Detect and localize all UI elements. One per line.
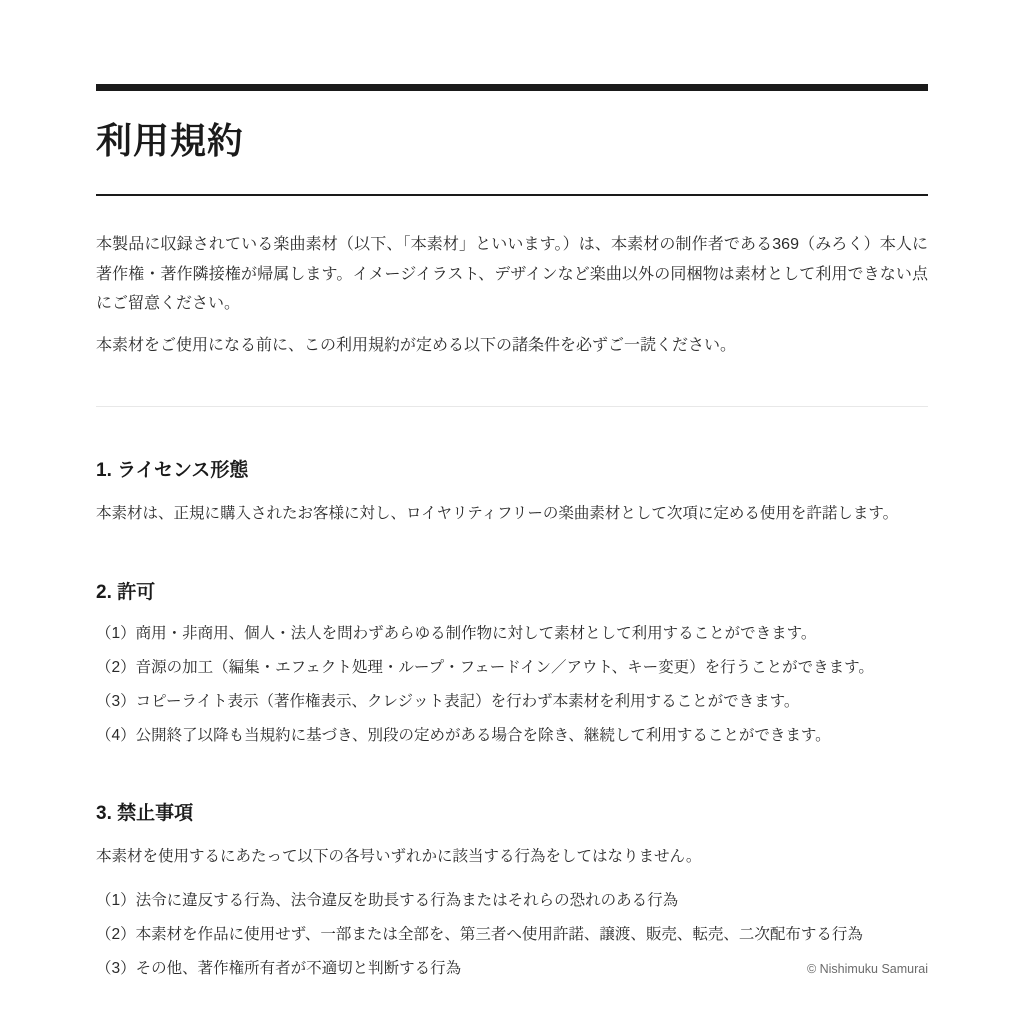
prohibited-item-2: （2）本素材を作品に使用せず、一部または全部を、第三者へ使用許諾、譲渡、販売、転売、二次配布する行為 — [96, 926, 863, 944]
permissions-list — [96, 620, 928, 750]
section-prohibited — [96, 798, 928, 983]
section-body-prohibited: 本素材を使用するにあたって以下の各号いずれかに該当する行為をしてはなりません。 — [96, 847, 702, 865]
page-title: 利用規約 — [96, 120, 245, 161]
title-bottom-rule — [96, 194, 928, 196]
copyright-text: © Nishimuku Samurai — [806, 962, 928, 976]
prohibited-item-1: （1）法令に違反する行為、法令違反を助長する行為またはそれらの恐れのある行為 — [96, 892, 679, 910]
section-divider — [96, 406, 928, 407]
permission-item-2: （2）音源の加工（編集・エフェクト処理・ループ・フェードイン／アウト、キー変更）を行うことができます。 — [96, 658, 874, 676]
section-permissions — [96, 577, 928, 750]
permission-item-4: （4）公開終了以降も当規約に基づき、別段の定めがある場合を除き、継続して利用することができます。 — [96, 726, 831, 744]
prohibited-list — [96, 887, 928, 983]
prohibited-item-3: （3）その他、著作権所有者が不適切と判断する行為 — [96, 960, 462, 978]
section-heading-prohibited: 3. 禁止事項 — [96, 802, 194, 824]
section-body-license: 本素材は、正規に購入されたお客様に対し、ロイヤリティフリーの楽曲素材として次項に定める使用を許諾します。 — [96, 505, 899, 523]
section-license-type — [96, 455, 928, 529]
intro-paragraph-2: 本素材をご使用になる前に、この利用規約が定める以下の諸条件を必ずご一読ください。 — [96, 336, 737, 354]
permission-item-1: （1）商用・非商用、個人・法人を問わずあらゆる制作物に対して素材として利用することができます。 — [96, 625, 817, 643]
intro-paragraph-1: 本製品に収録されている楽曲素材（以下、「本素材」といいます。）は、本素材の制作者である369（みろく）本人に著作権・著作隣接権が帰属します。イメージイラスト、デザインなど楽曲以外の同梱物は素材として利用できない点にご留意ください。 — [96, 236, 928, 313]
section-heading-license: 1. ライセンス形態 — [96, 460, 249, 482]
title-top-rule — [96, 84, 928, 91]
permission-item-3: （3）コピーライト表示（著作権表示、クレジット表記）を行わず本素材を利用することができます。 — [96, 692, 800, 710]
section-heading-permissions: 2. 許可 — [96, 582, 156, 604]
